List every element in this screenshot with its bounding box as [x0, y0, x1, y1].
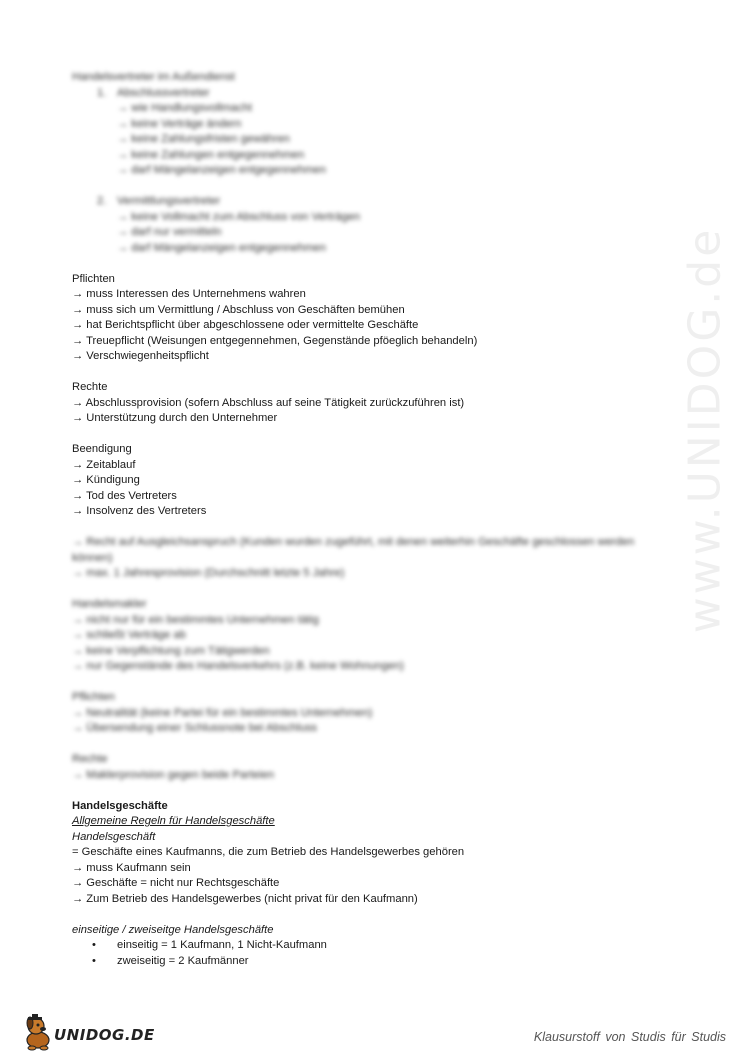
blurred-line: → Maklerprovision gegen beide Parteien [72, 768, 275, 781]
list-item: → Zeitablauf [72, 458, 136, 471]
blurred-section-top [72, 70, 672, 256]
list-item: → hat Berichtspflicht über abgeschlossene oder vermittelte Geschäfte [72, 319, 419, 331]
logo-text: UNIDOG.DE [54, 1026, 155, 1044]
blurred-line: Pflichten [72, 691, 115, 703]
list-item: → muss sich um Vermittlung / Abschluss von Geschäften bemühen [72, 303, 405, 316]
list-item: → Kündigung [72, 474, 140, 486]
bullet-icon: • [92, 954, 96, 967]
section-beendigung [72, 442, 672, 520]
list-item: → Tod des Vertreters [72, 489, 177, 502]
list-item: → muss Kaufmann sein [72, 861, 191, 874]
definition-line: = Geschäfte eines Kaufmanns, die zum Betrieb des Handelsgewerbes gehören [72, 846, 465, 858]
footer-logo [22, 1014, 155, 1054]
list-item: → muss Interessen des Unternehmens wahren [72, 288, 306, 300]
section-heading: Pflichten [72, 272, 115, 285]
blurred-section-middle [72, 535, 672, 783]
bullet-icon: • [92, 939, 96, 951]
list-item: → Insolvenz des Vertreters [72, 505, 207, 517]
section-heading: Beendigung [72, 443, 132, 455]
blurred-line: → Recht auf Ausgleichsanspruch (Kunden wurden zugeführt, mit denen weiterhin Geschäfte geschlossen werden [72, 536, 635, 548]
blurred-sub-item: → wie Handlungsvollmacht [117, 102, 252, 114]
blurred-line: → nicht nur für ein bestimmtes Unternehmen tätig [72, 613, 319, 626]
blurred-line: können) [72, 551, 113, 564]
blurred-line: → max. 1 Jahresprovision (Durchschnitt letzte 5 Jahre) [72, 567, 345, 579]
blurred-line: → nur Gegenstände des Handelsverkehrs (z.B. keine Wohnungen) [72, 660, 404, 672]
section-heading: Rechte [72, 381, 108, 393]
footer-tagline: Klausurstoff von Studis für Studis [533, 1030, 726, 1044]
blurred-sub-item: → darf nur vermitteln [117, 226, 222, 238]
section-title: Handelsgeschäfte [72, 799, 168, 812]
blurred-list-item: 2. Vermittlungsvertreter [97, 195, 221, 207]
section-handelsgeschaefte [72, 799, 672, 970]
watermark: www.UNIDOG.de [679, 226, 731, 634]
bullet-item: • zweiseitig = 2 Kaufmänner [72, 954, 672, 970]
section-subtitle: Allgemeine Regeln für Handelsgeschäfte [72, 815, 275, 827]
list-item: → Verschwiegenheitspflicht [72, 350, 209, 362]
blurred-sub-item: → keine Verträge ändern [117, 117, 242, 130]
blurred-line: → Neutralität (keine Partei für ein bestimmtes Unternehmen) [72, 706, 373, 719]
blurred-line: Handelsmakler [72, 598, 147, 610]
list-item: → Abschlussprovision (sofern Abschluss auf seine Tätigkeit zurückzuführen ist) [72, 396, 465, 409]
section-pflichten [72, 272, 672, 365]
term-heading: einseitige / zweiseitge Handelsgeschäfte [72, 923, 274, 936]
document-content [72, 70, 672, 969]
blurred-line: Rechte [72, 753, 108, 765]
blurred-line: → Übersendung einer Schlussnote bei Abschluss [72, 722, 318, 734]
list-item: → Geschäfte = nicht nur Rechtsgeschäfte [72, 877, 280, 889]
blurred-title: Handelsvertreter im Außendienst [72, 71, 235, 83]
list-item: → Unterstützung durch den Unternehmer [72, 412, 278, 424]
list-item: → Treuepflicht (Weisungen entgegennehmen, Gegenstände pföeglich behandeln) [72, 334, 478, 347]
blurred-sub-item: → darf Mängelanzeigen entgegennehmen [117, 164, 326, 176]
dog-mascot-icon [22, 1014, 58, 1052]
blurred-sub-item: → darf Mängelanzeigen entgegennehmen [117, 241, 326, 254]
blurred-sub-item: → keine Zahlungsfristen gewähren [117, 133, 290, 145]
term-heading: Handelsgeschäft [72, 830, 156, 843]
blurred-sub-item: → keine Zahlungen entgegennehmen [117, 148, 305, 161]
section-rechte [72, 380, 672, 427]
bullet-item: • einseitig = 1 Kaufmann, 1 Nicht-Kaufmann [72, 938, 672, 954]
blurred-line: → keine Verpflichtung zum Tätigwerden [72, 644, 270, 657]
blurred-sub-item: → keine Vollmacht zum Abschluss von Verträgen [117, 210, 361, 223]
list-item: → Zum Betrieb des Handelsgewerbes (nicht privat für den Kaufmann) [72, 892, 418, 905]
blurred-list-item: 1. Abschlussvertreter [97, 86, 210, 99]
blurred-line: → schließt Verträge ab [72, 629, 186, 641]
